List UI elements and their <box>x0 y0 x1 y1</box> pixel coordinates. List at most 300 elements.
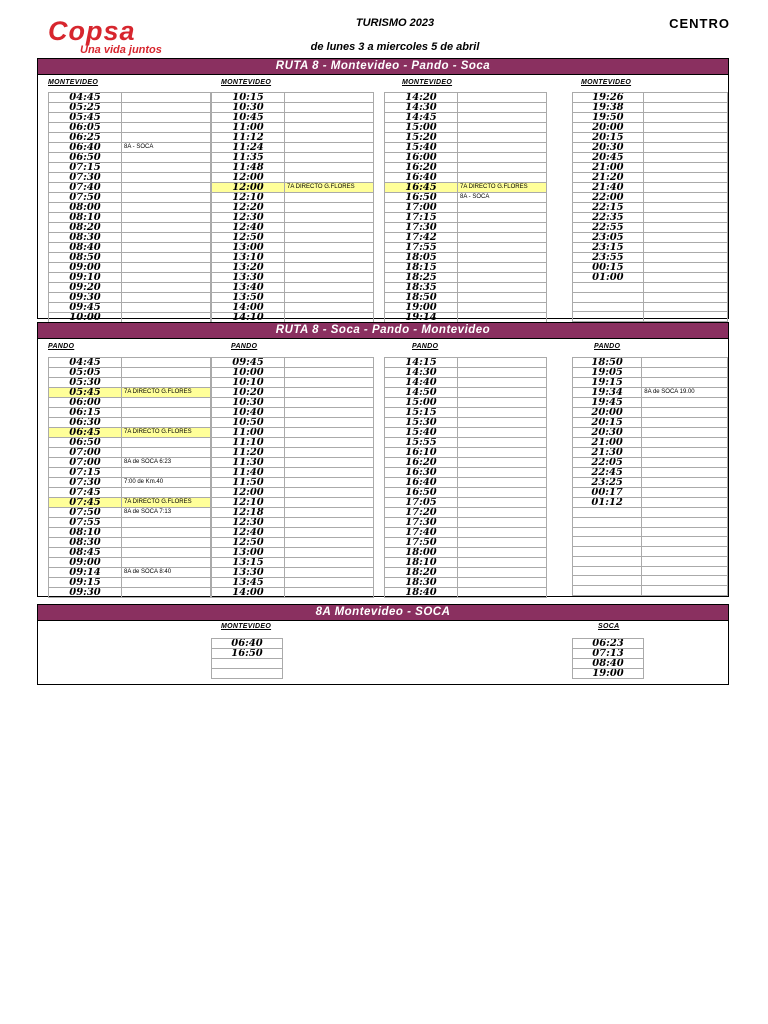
schedule-row <box>212 358 374 368</box>
departure-note <box>122 293 211 303</box>
schedule-row <box>49 448 211 458</box>
departure-time: 04:45 <box>49 93 122 103</box>
departure-note <box>122 438 211 448</box>
schedule-row <box>49 468 211 478</box>
departure-time: 19:26 <box>573 93 644 103</box>
departure-time: 07:50 <box>49 508 122 518</box>
departure-note <box>458 468 547 478</box>
departure-note <box>458 103 547 113</box>
schedule-row <box>212 398 374 408</box>
departure-note <box>458 113 547 123</box>
schedule-row <box>385 103 547 113</box>
departure-note <box>643 273 727 283</box>
departure-time: 09:15 <box>49 578 122 588</box>
departure-note <box>122 548 211 558</box>
departure-note <box>642 408 728 418</box>
schedule-row <box>212 133 374 143</box>
departure-note <box>122 203 211 213</box>
schedule-row <box>573 418 728 428</box>
departure-time: 15:40 <box>385 143 458 153</box>
departure-time: 05:05 <box>49 368 122 378</box>
schedule-row <box>385 123 547 133</box>
schedule-row <box>49 283 211 293</box>
departure-time: 10:20 <box>212 388 285 398</box>
departure-time: 07:15 <box>49 468 122 478</box>
departure-time: 19:38 <box>573 103 644 113</box>
departure-note <box>122 398 211 408</box>
departure-note <box>458 153 547 163</box>
departure-note <box>122 378 211 388</box>
departure-time: 21:00 <box>573 163 644 173</box>
departure-time: 13:20 <box>212 263 285 273</box>
schedule-row <box>49 378 211 388</box>
departure-time: 12:10 <box>212 498 285 508</box>
departure-note <box>122 588 211 598</box>
departure-time: 09:10 <box>49 273 122 283</box>
departure-note: 8A de SOCA 6:23 <box>122 458 211 468</box>
departure-note <box>458 498 547 508</box>
departure-note: 8A de SOCA 7:13 <box>122 508 211 518</box>
schedule-row <box>573 458 728 468</box>
schedule-row <box>49 113 211 123</box>
departure-note <box>285 233 374 243</box>
departure-time: 16:40 <box>385 478 458 488</box>
schedule-row <box>573 566 728 576</box>
departure-time: 13:10 <box>212 253 285 263</box>
departure-time: 19:50 <box>573 113 644 123</box>
schedule-row <box>573 438 728 448</box>
departure-time: 12:40 <box>212 528 285 538</box>
departure-note <box>643 213 727 223</box>
departure-note <box>285 273 374 283</box>
schedule-row <box>385 498 547 508</box>
departure-time: 08:10 <box>49 528 122 538</box>
departure-note <box>642 468 728 478</box>
schedule-row <box>49 303 211 313</box>
departure-note <box>643 203 727 213</box>
schedule-row <box>49 93 211 103</box>
departure-note <box>458 283 547 293</box>
column-header: MONTEVIDEO <box>402 79 453 86</box>
departure-note <box>642 498 728 508</box>
schedule-column <box>48 92 211 323</box>
schedule-row <box>573 358 728 368</box>
departure-time: 13:45 <box>212 578 285 588</box>
schedule-row <box>212 93 374 103</box>
schedule-row <box>212 668 283 678</box>
schedule-row <box>49 263 211 273</box>
schedule-row <box>49 428 211 438</box>
schedule-row <box>212 368 374 378</box>
departure-note <box>643 173 727 183</box>
departure-time: 08:30 <box>49 233 122 243</box>
departure-time: 17:42 <box>385 233 458 243</box>
departure-note <box>285 213 374 223</box>
schedule-row <box>49 388 211 398</box>
schedule-row <box>212 458 374 468</box>
departure-note <box>285 498 374 508</box>
departure-time: 12:30 <box>212 213 285 223</box>
departure-note <box>643 183 727 193</box>
departure-time: 22:45 <box>573 468 642 478</box>
departure-note <box>285 203 374 213</box>
departure-time: 22:05 <box>573 458 642 468</box>
departure-time: 18:50 <box>385 293 458 303</box>
departure-time: 12:30 <box>212 518 285 528</box>
departure-note <box>458 578 547 588</box>
departure-time: 13:30 <box>212 273 285 283</box>
schedule-row <box>49 313 211 323</box>
departure-note <box>285 568 374 578</box>
schedule-row <box>49 368 211 378</box>
departure-time <box>573 537 642 547</box>
departure-time: 08:00 <box>49 203 122 213</box>
departure-note <box>285 153 374 163</box>
departure-time: 15:00 <box>385 398 458 408</box>
schedule-row <box>212 243 374 253</box>
column-header: MONTEVIDEO <box>221 79 272 86</box>
schedule-column <box>211 92 374 323</box>
schedule-row <box>212 293 374 303</box>
departure-time: 14:50 <box>385 388 458 398</box>
schedule-row <box>573 113 728 123</box>
schedule-row <box>573 193 728 203</box>
departure-note <box>122 418 211 428</box>
schedule-row <box>385 153 547 163</box>
departure-note <box>122 368 211 378</box>
brand-tagline: Una vida juntos <box>80 44 162 56</box>
schedule-row <box>49 548 211 558</box>
departure-note <box>285 103 374 113</box>
departure-note: 8A - SOCA <box>458 193 547 203</box>
schedule-row <box>385 173 547 183</box>
departure-time <box>212 659 283 669</box>
departure-time: 14:45 <box>385 113 458 123</box>
departure-note: 7A DIRECTO G.FLORES <box>285 183 374 193</box>
departure-note <box>285 538 374 548</box>
schedule-row <box>385 568 547 578</box>
departure-note <box>285 253 374 263</box>
departure-time: 06:00 <box>49 398 122 408</box>
schedule-row <box>49 568 211 578</box>
departure-note <box>285 528 374 538</box>
departure-note <box>642 488 728 498</box>
departure-time: 14:00 <box>212 588 285 598</box>
departure-note <box>122 93 211 103</box>
schedule-row <box>573 93 728 103</box>
schedule-row <box>573 273 728 283</box>
departure-note <box>122 183 211 193</box>
schedule-row <box>49 133 211 143</box>
departure-note <box>642 566 728 576</box>
schedule-row <box>212 528 374 538</box>
departure-time: 06:23 <box>573 639 644 649</box>
schedule-row <box>385 528 547 538</box>
schedule-row <box>385 448 547 458</box>
departure-note <box>458 558 547 568</box>
departure-time: 10:30 <box>212 103 285 113</box>
schedule-row <box>212 103 374 113</box>
schedule-row <box>573 468 728 478</box>
departure-note <box>458 408 547 418</box>
departure-note <box>458 428 547 438</box>
schedule-row <box>573 556 728 566</box>
schedule-column <box>384 357 547 598</box>
departure-time: 11:20 <box>212 448 285 458</box>
schedule-row <box>385 183 547 193</box>
schedule-row <box>49 223 211 233</box>
departure-time: 14:15 <box>385 358 458 368</box>
departure-time: 06:50 <box>49 438 122 448</box>
departure-time: 01:12 <box>573 498 642 508</box>
departure-time: 01:00 <box>573 273 644 283</box>
departure-time: 10:15 <box>212 93 285 103</box>
schedule-row <box>573 153 728 163</box>
departure-time: 07:30 <box>49 478 122 488</box>
schedule-row <box>385 313 547 323</box>
departure-note <box>122 123 211 133</box>
departure-time: 12:50 <box>212 538 285 548</box>
departure-note <box>285 448 374 458</box>
departure-note <box>122 163 211 173</box>
schedule-row <box>573 537 728 547</box>
schedule-row <box>49 498 211 508</box>
departure-note <box>285 293 374 303</box>
departure-time: 10:30 <box>212 398 285 408</box>
departure-time: 22:35 <box>573 213 644 223</box>
departure-note <box>285 303 374 313</box>
schedule-row <box>49 253 211 263</box>
departure-note <box>458 163 547 173</box>
departure-time: 14:40 <box>385 378 458 388</box>
schedule-row <box>212 193 374 203</box>
departure-time: 11:00 <box>212 123 285 133</box>
schedule-row <box>385 538 547 548</box>
departure-note <box>643 263 727 273</box>
schedule-row <box>212 223 374 233</box>
departure-note <box>285 408 374 418</box>
departure-note <box>458 143 547 153</box>
departure-time: 06:30 <box>49 418 122 428</box>
departure-time <box>573 586 642 596</box>
schedule-row <box>212 153 374 163</box>
departure-note <box>643 312 727 322</box>
departure-time: 18:15 <box>385 263 458 273</box>
departure-note <box>122 528 211 538</box>
departure-time <box>573 527 642 537</box>
departure-time: 12:10 <box>212 193 285 203</box>
schedule-row <box>385 558 547 568</box>
column-header: MONTEVIDEO <box>48 79 99 86</box>
departure-time: 16:30 <box>385 468 458 478</box>
departure-time: 15:15 <box>385 408 458 418</box>
schedule-column <box>384 92 547 323</box>
departure-note <box>643 93 727 103</box>
schedule-row <box>212 113 374 123</box>
departure-note <box>285 143 374 153</box>
departure-note <box>285 428 374 438</box>
schedule-row <box>49 478 211 488</box>
departure-time: 16:45 <box>385 183 458 193</box>
departure-time: 12:20 <box>212 203 285 213</box>
schedule-row <box>212 438 374 448</box>
departure-time: 18:05 <box>385 253 458 263</box>
departure-note <box>643 253 727 263</box>
departure-time: 16:40 <box>385 173 458 183</box>
departure-time: 10:10 <box>212 378 285 388</box>
schedule-row <box>573 669 644 679</box>
schedule-row <box>212 183 374 193</box>
departure-note <box>122 448 211 458</box>
schedule-row <box>573 368 728 378</box>
departure-time <box>573 547 642 557</box>
schedule-row <box>212 233 374 243</box>
departure-time: 08:45 <box>49 548 122 558</box>
schedule-row <box>385 548 547 558</box>
document-title: TURISMO 2023 <box>355 17 435 29</box>
schedule-row <box>573 586 728 596</box>
departure-note <box>285 458 374 468</box>
schedule-row <box>49 488 211 498</box>
schedule-row <box>212 538 374 548</box>
departure-note <box>642 428 728 438</box>
departure-time: 05:45 <box>49 113 122 123</box>
schedule-row <box>385 488 547 498</box>
departure-time <box>573 312 644 322</box>
departure-note <box>122 223 211 233</box>
departure-note <box>285 548 374 558</box>
schedule-row <box>573 213 728 223</box>
departure-note <box>458 223 547 233</box>
schedule-row <box>49 213 211 223</box>
schedule-row <box>212 173 374 183</box>
departure-time: 17:55 <box>385 243 458 253</box>
schedule-row <box>49 233 211 243</box>
departure-time: 18:10 <box>385 558 458 568</box>
departure-time: 14:10 <box>212 313 285 323</box>
departure-note <box>458 518 547 528</box>
departure-note: 7A DIRECTO G.FLORES <box>122 428 211 438</box>
departure-note: 8A de SOCA 8:40 <box>122 568 211 578</box>
departure-time: 16:50 <box>385 488 458 498</box>
departure-note <box>285 378 374 388</box>
departure-note <box>122 468 211 478</box>
schedule-row <box>49 123 211 133</box>
departure-time: 11:10 <box>212 438 285 448</box>
departure-note <box>122 153 211 163</box>
schedule-row <box>385 243 547 253</box>
departure-note <box>285 263 374 273</box>
departure-time: 19:14 <box>385 313 458 323</box>
schedule-column <box>572 357 728 596</box>
departure-note <box>642 576 728 586</box>
departure-note <box>285 93 374 103</box>
departure-note <box>458 588 547 598</box>
schedule-row <box>385 418 547 428</box>
schedule-row <box>573 233 728 243</box>
departure-time: 11:30 <box>212 458 285 468</box>
schedule-row <box>49 163 211 173</box>
departure-time: 18:40 <box>385 588 458 598</box>
departure-time: 10:50 <box>212 418 285 428</box>
schedule-row <box>385 358 547 368</box>
departure-note <box>122 538 211 548</box>
departure-time: 12:18 <box>212 508 285 518</box>
schedule-row <box>212 253 374 263</box>
departure-time: 13:50 <box>212 293 285 303</box>
departure-time: 16:50 <box>212 649 283 659</box>
column-header: PANDO <box>231 343 258 350</box>
departure-time: 17:50 <box>385 538 458 548</box>
departure-note <box>285 398 374 408</box>
schedule-row <box>385 113 547 123</box>
schedule-row <box>212 418 374 428</box>
departure-note <box>285 488 374 498</box>
schedule-row <box>212 313 374 323</box>
departure-note <box>122 408 211 418</box>
departure-time: 09:14 <box>49 568 122 578</box>
schedule-row <box>212 488 374 498</box>
departure-note <box>285 358 374 368</box>
schedule-row <box>385 458 547 468</box>
departure-time: 07:50 <box>49 193 122 203</box>
schedule-row <box>49 408 211 418</box>
departure-time: 22:00 <box>573 193 644 203</box>
departure-time: 08:20 <box>49 223 122 233</box>
departure-time: 00:17 <box>573 488 642 498</box>
schedule-row <box>385 438 547 448</box>
schedule-row <box>573 283 728 293</box>
departure-time: 07:45 <box>49 498 122 508</box>
departure-time: 09:00 <box>49 558 122 568</box>
schedule-row <box>212 378 374 388</box>
departure-note <box>643 123 727 133</box>
departure-note <box>122 103 211 113</box>
departure-time: 07:55 <box>49 518 122 528</box>
departure-time <box>573 517 642 527</box>
departure-note: 8A - SOCA <box>122 143 211 153</box>
schedule-row <box>212 468 374 478</box>
schedule-row <box>212 388 374 398</box>
departure-note: 8A de SOCA 19.00 <box>642 388 728 398</box>
section-title: RUTA 8 - Soca - Pando - Montevideo <box>38 323 728 339</box>
departure-note <box>285 468 374 478</box>
schedule-row <box>212 578 374 588</box>
departure-time: 21:20 <box>573 173 644 183</box>
departure-time: 09:45 <box>212 358 285 368</box>
column-header: PANDO <box>412 343 439 350</box>
schedule-row <box>573 378 728 388</box>
departure-time <box>573 292 644 302</box>
departure-time: 14:30 <box>385 368 458 378</box>
departure-note <box>643 223 727 233</box>
section-title: 8A Montevideo - SOCA <box>38 605 728 621</box>
departure-note <box>643 153 727 163</box>
departure-note <box>642 517 728 527</box>
departure-time: 08:50 <box>49 253 122 263</box>
departure-time: 09:30 <box>49 588 122 598</box>
schedule-row <box>49 578 211 588</box>
departure-time: 18:00 <box>385 548 458 558</box>
departure-time: 13:00 <box>212 243 285 253</box>
schedule-row <box>49 518 211 528</box>
departure-note <box>642 358 728 368</box>
departure-time: 12:50 <box>212 233 285 243</box>
departure-note <box>285 123 374 133</box>
departure-time: 23:15 <box>573 243 644 253</box>
departure-note <box>458 488 547 498</box>
departure-time: 14:20 <box>385 93 458 103</box>
